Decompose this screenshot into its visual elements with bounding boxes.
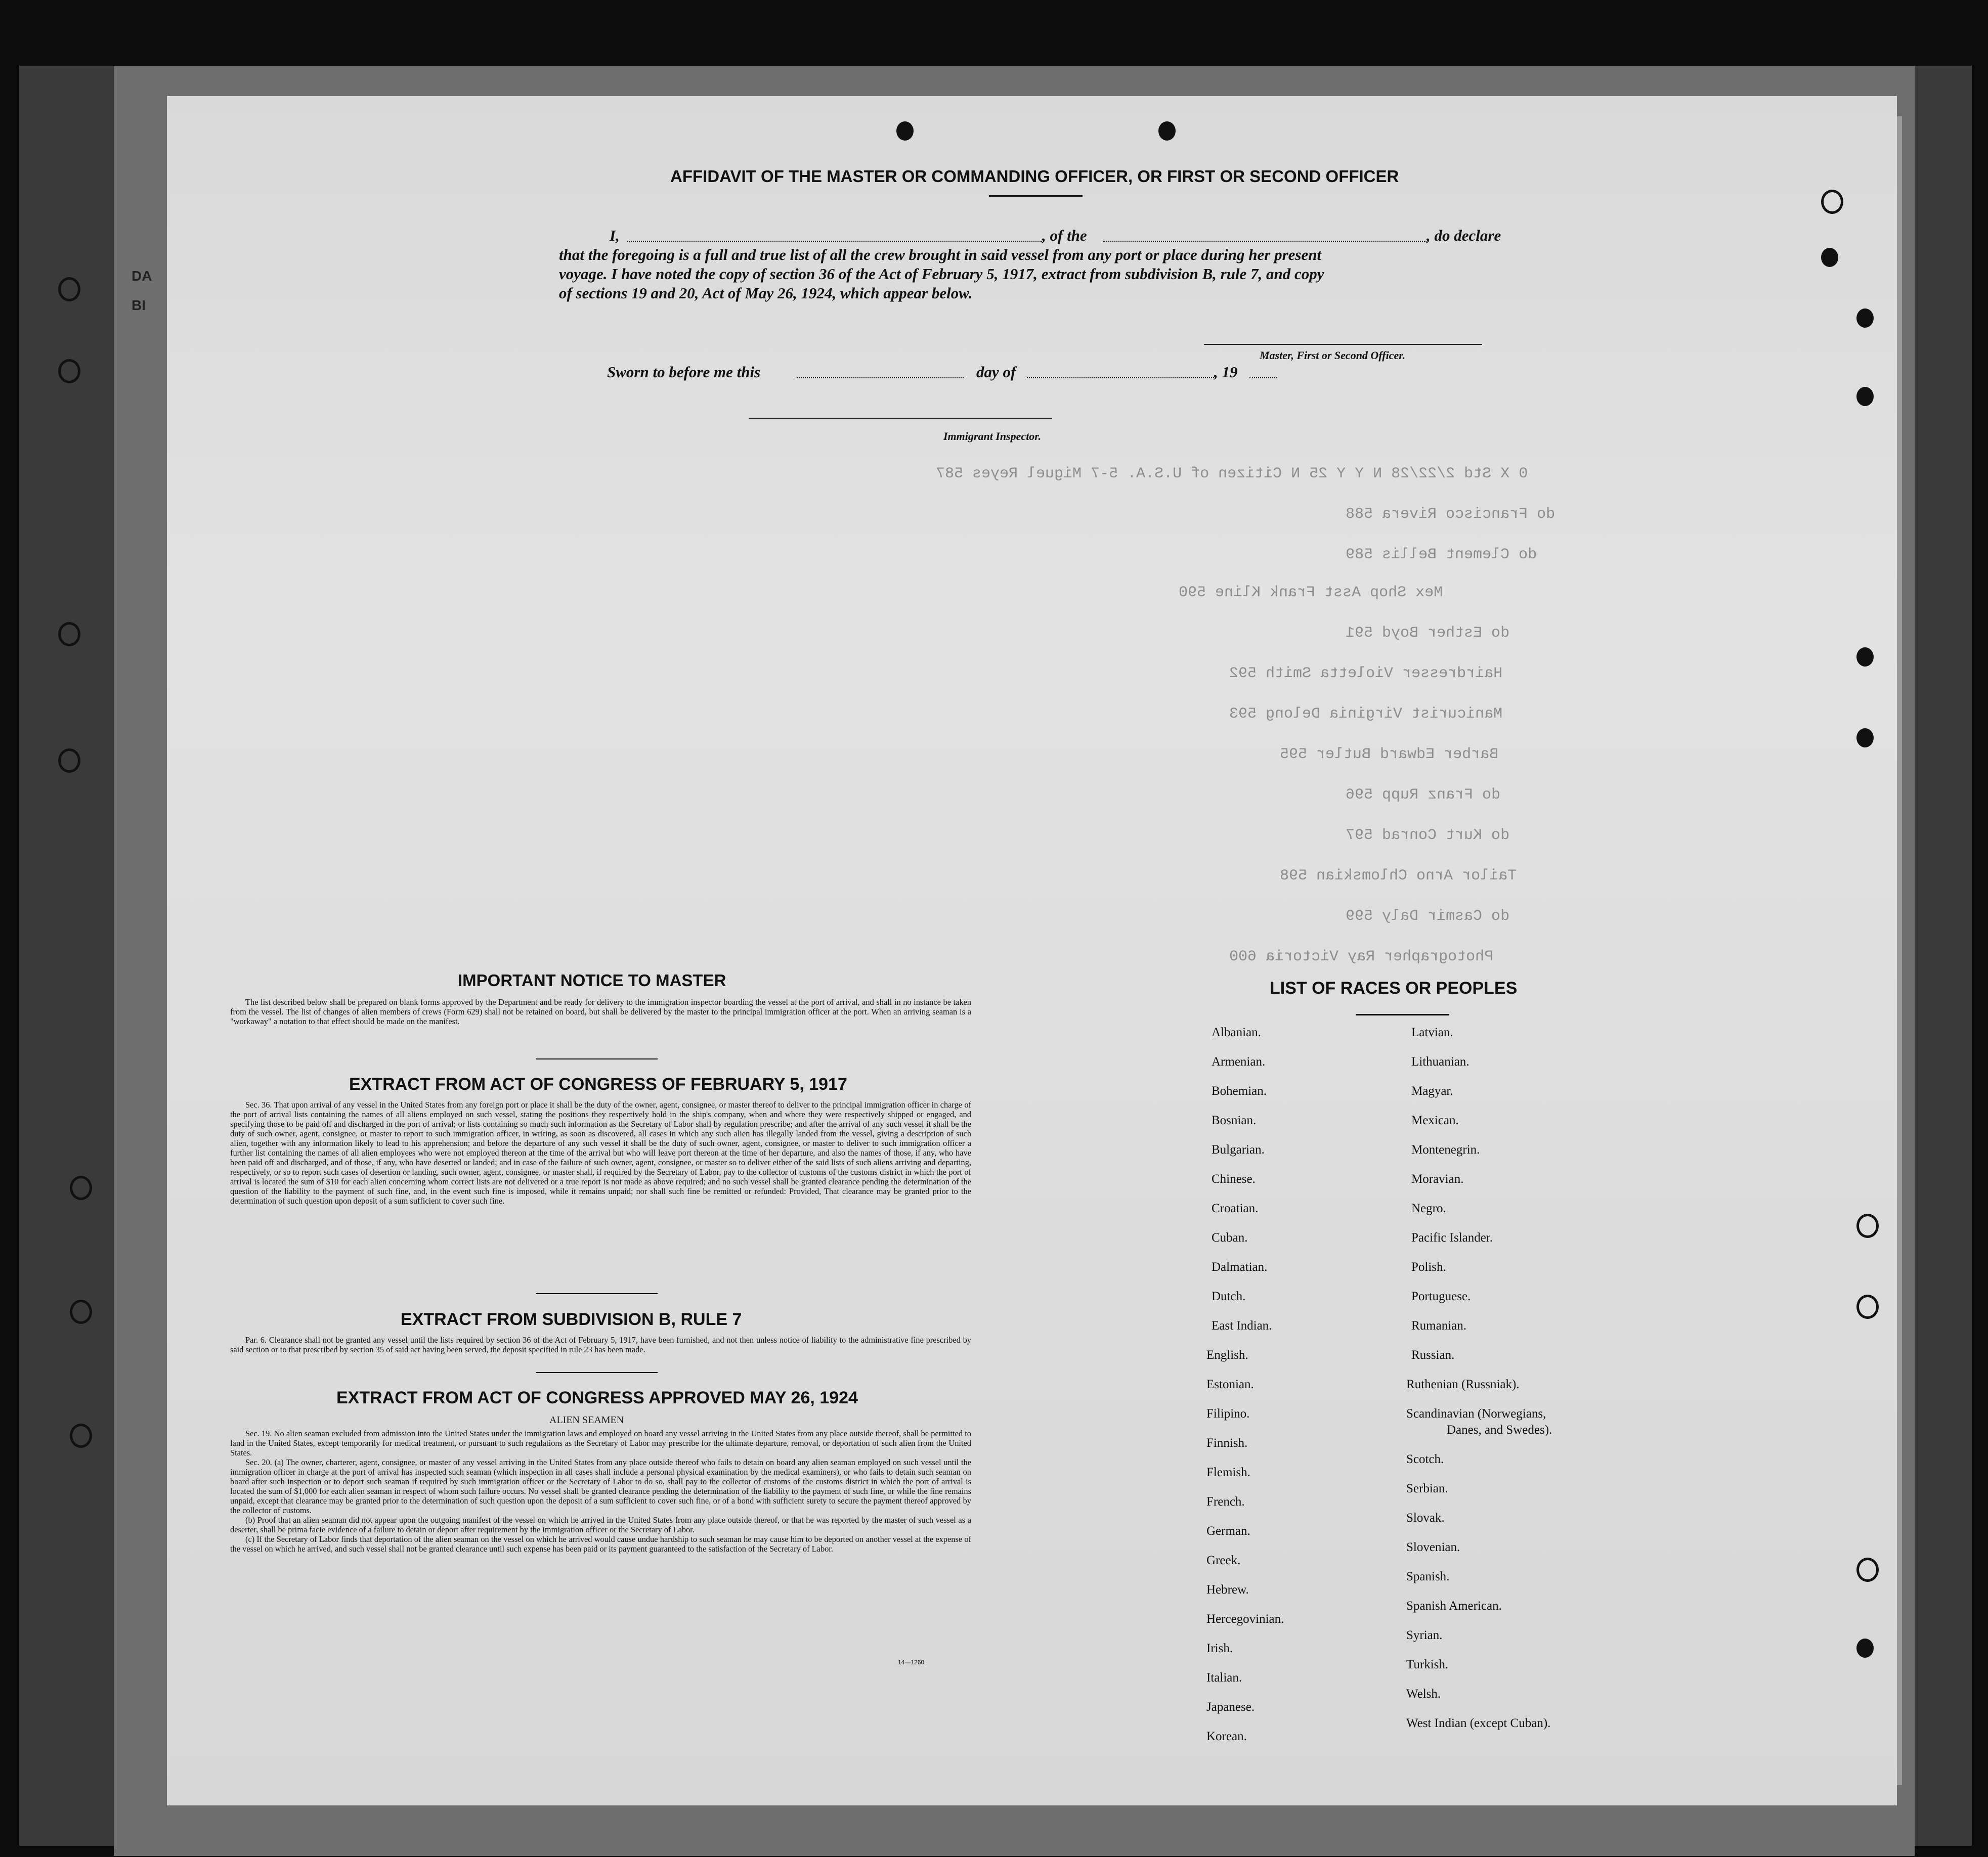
- punch-hole: [1821, 190, 1843, 214]
- race-item: Welsh.: [1406, 1687, 1441, 1701]
- race-item: Bohemian.: [1212, 1084, 1267, 1098]
- punch-hole: [1856, 308, 1874, 328]
- races-title: LIST OF RACES OR PEOPLES: [1270, 979, 1518, 998]
- race-item: Estonian.: [1206, 1378, 1254, 1391]
- extract-1924-title: EXTRACT FROM ACT OF CONGRESS APPROVED MAY 26, 1924: [336, 1388, 858, 1407]
- race-item: Korean.: [1206, 1730, 1247, 1743]
- race-item: Mexican.: [1411, 1114, 1459, 1127]
- divider: [536, 1058, 658, 1059]
- punch-hole: [1856, 728, 1874, 747]
- punch-hole: [1856, 1558, 1879, 1582]
- punch-hole: [70, 1176, 92, 1200]
- punch-hole: [58, 359, 80, 383]
- race-item: West Indian (except Cuban).: [1406, 1716, 1551, 1730]
- race-item: Spanish.: [1406, 1570, 1450, 1583]
- signature-label: Master, First or Second Officer.: [1260, 349, 1406, 362]
- affidavit-line-1-start: I,: [610, 227, 620, 244]
- form-number: 14—1260: [898, 1659, 925, 1666]
- sworn-month-blank[interactable]: [1027, 377, 1214, 378]
- race-item: Negro.: [1411, 1202, 1446, 1215]
- race-item: Finnish.: [1206, 1436, 1248, 1450]
- punch-hole: [58, 277, 80, 301]
- affidavit-line-1-mid: , of the: [1042, 227, 1087, 244]
- affidavit-title: AFFIDAVIT OF THE MASTER OR COMMANDING OFFICER, OR FIRST OR SECOND OFFICER: [670, 167, 1399, 186]
- extract-rule7-title: EXTRACT FROM SUBDIVISION B, RULE 7: [401, 1310, 742, 1329]
- race-item: Syrian.: [1406, 1628, 1443, 1642]
- punch-hole: [1856, 1214, 1879, 1238]
- race-item: Pacific Islander.: [1411, 1231, 1493, 1245]
- punch-hole: [1821, 248, 1838, 267]
- name-blank[interactable]: [627, 241, 1042, 242]
- race-item: Spanish American.: [1406, 1599, 1502, 1613]
- alien-seamen-subtitle: ALIEN SEAMEN: [549, 1414, 624, 1426]
- punch-hole: [1856, 1639, 1874, 1658]
- sworn-year-label: , 19: [1214, 363, 1238, 381]
- race-item: Albanian.: [1212, 1026, 1261, 1039]
- notice-title: IMPORTANT NOTICE TO MASTER: [458, 971, 726, 990]
- race-item: Portuguese.: [1411, 1290, 1471, 1303]
- punch-hole: [1856, 387, 1874, 406]
- race-item: Croatian.: [1212, 1202, 1259, 1215]
- extract-1917-title: EXTRACT FROM ACT OF CONGRESS OF FEBRUARY 5, 1917: [349, 1075, 847, 1094]
- race-item: Italian.: [1206, 1671, 1242, 1685]
- race-item: Flemish.: [1206, 1466, 1250, 1479]
- document-sheet: 0 X Std 2/22/28 N Y Y 25 N Citizen of U.S.A. 5-7 Miguel Reyes 587 do Francisco Rivera 588 do Clement Bellis 589 Mex Shop Asst Frank Kline 590 do Esther Boyd 591 Hairdresser Violetta Smith 592 Manicurist Virginia Delong 593 Barber Edward Butler 595 do Franz Rupp 596 do Kurt Conrad 597 Tailor Arno Chlomskian 598 do Casmir Daly 599 Photographer Ray Victoria 600 AFFIDAVIT OF THE MASTER OR COMMANDING OFFICER, OR FIRST OR SECOND OFFICER I, , of the , do declare that the foregoing is a full and true list of all the crew brought in said vessel from any port or place during her present voyage. I have noted the copy of section 36 of the Act of February 5, 1917, extract from subdivision B, rule 7, and copy of sections 19 and 20, Act of May 26, 1924, which appear below. Master, First or Second Officer. Sworn to before me this day of , 19 Immigrant Inspector. IMPORTANT NOTICE TO MASTER The list described below shall be prepared on blank forms approved by the Department and be ready for delivery to the immigration inspector boarding the vessel at the port of arrival, and shall in no instance be taken from the vessel. The list of changes of alien members of crews (Form 629) shall not be retained on board, but shall be delivered by the master to the principal immigration officer at the port. When an arriving seaman is a "workaway" a notation to that effect should be made on the manifest. EXTRACT FROM ACT OF CONGRESS OF FEBRUARY 5, 1917 Sec. 36. That upon arrival of any vessel in the United States from any foreign port or place it shall be the duty of the owner, agent, consignee, or master thereof to deliver to the principal immigration officer in charge of the port of arrival lists containing the names of all aliens employed on such vessel, stating the positions they respectively hold in the ship's company, when and where they were respectively shipped or engaged, and specifying those to be paid off and discharged in the port of arrival; or lists containing so much such information as the Secretary of Labor shall by regulation prescribe; and after the arrival of any such vessel it shall be the duty of such owner, agent, consignee, or master to report to such immigration officer, in writing, as soon as discovered, all cases in which any such alien has illegally landed from the vessel, giving a description of such alien, together with any information likely to lead to his apprehension; and before the departure of any such vessel it shall be the duty of such owner, agent, consignee, or master to deliver to such immigration officer a further list containing the names of all alien employees who were not employed thereon at the time of the arrival but who will leave port thereon at the time of her departure, and also the names of those, if any, who have been paid off and discharged, and of those, if any, who have deserted or landed; and in case of the failure of such owner, agent, consignee, or master so to deliver either of the said lists of such aliens arriving and departing, respectively, or so to report such cases of desertion or landing, such owner, agent, consignee, or master shall, if required by the Secretary of Labor, pay to the collector of customs of the customs district in which the port of arrival is located the sum of $10 for each alien concerning whom correct lists are not delivered or a true report is not made as above required; and no such vessel shall be granted clearance pending the determination of the question of the liability to the payment of such fine, and, in the event such fine is imposed, while it remains unpaid; nor shall such fine be remitted or refunded: Provided, That clearance may be granted prior to the determination of such question upon deposit of a sum sufficient to cover such fine. EXTRACT FROM SUBDIVISION B, RULE 7 Par. 6. Clearance shall not be granted any vessel until the lists required by section 36 of the Act of February 5, 1917, have been furnished, and not then unless notice of liability to the administrative fine prescribed by said section or to that prescribed by section 35 of said act having been served, the deposit specified in rule 23 has been made. EXTRACT FROM ACT OF CONGRESS APPROVED MAY 26, 1924 ALIEN SEAMEN Sec. 19. No alien seaman excluded from admission into the United States under the immigration laws and employed on board any vessel arriving in the United States from any place outside thereof, shall be permitted to land in the United States, except temporarily for medical treatment, or pursuant to such regulations as the Secretary of Labor may prescribe for the ultimate departure, removal, or deportation of such alien from the United States. Sec. 20. (a) The owner, charterer, agent, consignee, or master of any vessel arriving in the United States from any place outside thereof who fails to detain on board any alien seaman employed on such vessel until the immigration officer in charge at the port of arrival has inspected such seaman (which inspection in all cases shall include a personal physical examination by the medical examiners), or who fails to detain such seaman on board after such inspection or to deport such seaman if required by such immigration officer or the Secretary of Labor to do so, shall pay to the collector of customs of the customs district in which the port of arrival is located the sum of $1,000 for each alien seaman in respect of whom such failure occurs. No vessel shall be granted clearance pending the determination of the liability to the payment of such fine, or while the fine remains unpaid, except that clearance may be granted prior to the determination of such question upon the deposit of a sum sufficient to cover such fine, or of a bond with sufficient surety to secure the payment thereof approved by the collector of customs. (b) Proof that an alien seaman did not appear upon the outgoing manifest of the vessel on which he arrived in the United States from any place outside thereof, or that he was reported by the master of such vessel as a deserter, shall be prima facie evidence of a failure to detain or deport after requirement by the immigration officer or the Secretary of Labor. (c) If the Secretary of Labor finds that deportation of the alien seaman on the vessel on which he arrived would cause undue hardship to such seaman he may cause him to be deported on another vessel at the expense of the vessel on which he arrived, and such vessel shall not be granted clearance until such expense has been paid or its payment guaranteed to the satisfaction of the Secretary of Labor. 14—1260 LIST OF RACES OR PEOPLES Albanian. Armenian. Bohemian. Bosnian. Bulgarian. Chinese. Croatian. Cuban. Dalmatian. Dutch. East Indian. English. Estonian. Filipino. Finnish. Flemish. French. German. Greek. Hebrew. Hercegovinian. Irish. Italian. Japanese. Korean. Latvian. Lithuanian. Magyar. Mexican. Montenegrin. Moravian. Negro. Pacific Islander. Polish. Portuguese. Rumanian. Russian. Ruthenian (Russniak). Scandinavian (Norwegians, Danes, and Swedes). Scotch. Serbian. Slovak. Slovenian. Spanish. Spanish American. Syrian. Turkish. Welsh. West Indian (except Cuban).: [167, 96, 1897, 1805]
- race-item: Filipino.: [1206, 1407, 1250, 1421]
- extract-1917-text: [230, 1100, 971, 1206]
- signature-line[interactable]: [1204, 344, 1482, 345]
- section-20c-paragraph: (c) If the Secretary of Labor finds that deportation of the alien seaman on the vessel on which he arrived would cause undue hardship to such seaman he may cause him to be deported on another vessel at the expense of the vessel on which he arrived, and such vessel shall not be granted clearance until such expense has been paid or its payment guaranteed to the satisfaction of the Secretary of Labor.: [230, 1534, 971, 1554]
- affidavit-line-2: that the foregoing is a full and true list of all the crew brought in said vessel from any port or place during her present: [559, 246, 1322, 263]
- race-item: Dalmatian.: [1212, 1260, 1268, 1274]
- race-item: Serbian.: [1406, 1482, 1448, 1495]
- affidavit-line-3: voyage. I have noted the copy of section 36 of the Act of February 5, 1917, extract from subdivision B, rule 7, and copy: [559, 265, 1324, 283]
- rule7-paragraph: Par. 6. Clearance shall not be granted any vessel until the lists required by section 36 of the Act of February 5, 1917, have been furnished, and not then unless notice of liability to the administrative fine prescribed by said section or to that prescribed by section 35 of said act having been served, the deposit specified in rule 23 has been made.: [230, 1335, 971, 1354]
- sworn-year-blank[interactable]: [1249, 377, 1277, 378]
- race-item: Latvian.: [1411, 1026, 1453, 1039]
- race-item: Bulgarian.: [1212, 1143, 1265, 1157]
- section-36-paragraph: Sec. 36. That upon arrival of any vessel in the United States from any foreign port or place it shall be the duty of the owner, agent, consignee, or master thereof to deliver to the principal immigration officer in charge of the port of arrival lists containing the names of all aliens employed on such vessel, stating the positions they respectively hold in the ship's company, when and where they were respectively shipped or engaged, and specifying those to be paid off and discharged in the port of arrival; or lists containing so much such information as the Secretary of Labor shall by regulation prescribe; and after the arrival of any such vessel it shall be the duty of such owner, agent, consignee, or master to report to such immigration officer, in writing, as soon as discovered, all cases in which any such alien has illegally landed from the vessel, giving a description of such alien, together with any information likely to lead to his apprehension; and before the departure of any such vessel it shall be the duty of such owner, agent, consignee, or master to deliver to such immigration officer a further list containing the names of all alien employees who were not employed thereon at the time of the arrival but who will leave port thereon at the time of her departure, and also the names of those, if any, who have been paid off and discharged, and of those, if any, who have deserted or landed; and in case of the failure of such owner, agent, consignee, or master so to deliver either of the said lists of such aliens arriving and departing, respectively, or so to report such cases of desertion or landing, such owner, agent, consignee, or master shall, if required by the Secretary of Labor, pay to the collector of customs of the customs district in which the port of arrival is located the sum of $10 for each alien concerning whom correct lists are not delivered or a true report is not made as above required; and no such vessel shall be granted clearance pending the determination of the question of the liability to the payment of such fine, and, in the event such fine is imposed, while it remains unpaid; nor shall such fine be remitted or refunded: Provided, That clearance may be granted prior to the determination of such question upon deposit of a sum sufficient to cover such fine.: [230, 1100, 971, 1206]
- divider: [536, 1293, 658, 1294]
- race-item: Russian.: [1411, 1348, 1455, 1362]
- punch-hole: [58, 748, 80, 773]
- punch-hole: [1856, 647, 1874, 667]
- race-item: Polish.: [1411, 1260, 1446, 1274]
- race-item: East Indian.: [1212, 1319, 1272, 1333]
- race-item: Ruthenian (Russniak).: [1406, 1378, 1520, 1391]
- punch-hole: [58, 622, 80, 646]
- notice-text: [230, 997, 971, 1026]
- race-item: Bosnian.: [1212, 1114, 1257, 1127]
- race-item: Armenian.: [1212, 1055, 1266, 1069]
- race-item: Slovak.: [1406, 1511, 1445, 1525]
- race-item: German.: [1206, 1524, 1250, 1538]
- section-20a-paragraph: Sec. 20. (a) The owner, charterer, agent, consignee, or master of any vessel arriving in the United States from any place outside thereof who fails to detain on board any alien seaman employed on such vessel until the immigration officer in charge at the port of arrival has inspected such seaman (which inspection in all cases shall include a personal physical examination by the medical examiners), or who fails to detain such seaman on board after such inspection or to deport such seaman if required by such immigration officer or the Secretary of Labor to do so, shall pay to the collector of customs of the customs district in which the port of arrival is located the sum of $1,000 for each alien seaman in respect of whom such failure occurs. No vessel shall be granted clearance pending the determination of the liability to the payment of such fine, or while the fine remains unpaid, except that clearance may be granted prior to the determination of such question upon the deposit of a sum sufficient to cover such fine, or of a bond with sufficient surety to secure the payment thereof approved by the collector of customs.: [230, 1457, 971, 1515]
- race-item: Cuban.: [1212, 1231, 1248, 1245]
- vessel-blank[interactable]: [1103, 241, 1427, 242]
- extract-rule7-text: [230, 1335, 971, 1354]
- punch-hole: [1158, 121, 1176, 141]
- divider: [1356, 1014, 1449, 1015]
- race-item: Magyar.: [1411, 1084, 1453, 1098]
- divider: [989, 195, 1083, 197]
- race-item: French.: [1206, 1495, 1245, 1509]
- sworn-day-blank[interactable]: [797, 377, 964, 378]
- affidavit-line-1-end: , do declare: [1427, 227, 1501, 244]
- extract-1924-text: [230, 1429, 971, 1554]
- race-item-continuation: Danes, and Swedes).: [1447, 1423, 1552, 1437]
- race-item: English.: [1206, 1348, 1248, 1362]
- race-item: Irish.: [1206, 1642, 1233, 1655]
- race-item: Rumanian.: [1411, 1319, 1467, 1333]
- race-item: Chinese.: [1212, 1172, 1256, 1186]
- race-item: Turkish.: [1406, 1658, 1449, 1671]
- punch-hole: [70, 1424, 92, 1448]
- race-item: Scotch.: [1406, 1452, 1444, 1466]
- section-20b-paragraph: (b) Proof that an alien seaman did not appear upon the outgoing manifest of the vessel on which he arrived in the United States from any place outside thereof, or that he was reported by the master of such vessel as a deserter, shall be prima facie evidence of a failure to detain or deport after requirement by the immigration officer or the Secretary of Labor.: [230, 1515, 971, 1534]
- inspector-label: Immigrant Inspector.: [943, 430, 1042, 443]
- race-item: Japanese.: [1206, 1700, 1255, 1714]
- race-item: Scandinavian (Norwegians,: [1406, 1407, 1546, 1421]
- race-item: Hebrew.: [1206, 1583, 1249, 1597]
- race-item: Lithuanian.: [1411, 1055, 1470, 1069]
- section-19-paragraph: Sec. 19. No alien seaman excluded from admission into the United States under the immigration laws and employed on board any vessel arriving in the United States from any place outside thereof, shall be permitted to land in the United States, except temporarily for medical treatment, or pursuant to such regulations as the Secretary of Labor may prescribe for the ultimate departure, removal, or deportation of such alien from the United States.: [230, 1429, 971, 1457]
- race-item: Dutch.: [1212, 1290, 1246, 1303]
- affidavit-line-4: of sections 19 and 20, Act of May 26, 1924, which appear below.: [559, 284, 973, 302]
- notice-paragraph: The list described below shall be prepared on blank forms approved by the Department and be ready for delivery to the immigration inspector boarding the vessel at the port of arrival, and shall in no instance be taken from the vessel. The list of changes of alien members of crews (Form 629) shall not be retained on board, but shall be delivered by the master to the principal immigration officer at the port. When an arriving seaman is a "workaway" a notation to that effect should be made on the manifest.: [230, 997, 971, 1026]
- inspector-signature-line[interactable]: [749, 418, 1052, 419]
- punch-hole: [1856, 1295, 1879, 1319]
- race-item: Montenegrin.: [1411, 1143, 1480, 1157]
- race-item: Hercegovinian.: [1206, 1612, 1284, 1626]
- divider: [536, 1372, 658, 1373]
- race-item: Slovenian.: [1406, 1540, 1460, 1554]
- sworn-text: Sworn to before me this: [607, 363, 761, 381]
- punch-hole: [896, 121, 914, 141]
- race-item: Moravian.: [1411, 1172, 1464, 1186]
- sworn-day-label: day of: [976, 363, 1016, 381]
- punch-hole: [70, 1300, 92, 1324]
- race-item: Greek.: [1206, 1554, 1241, 1567]
